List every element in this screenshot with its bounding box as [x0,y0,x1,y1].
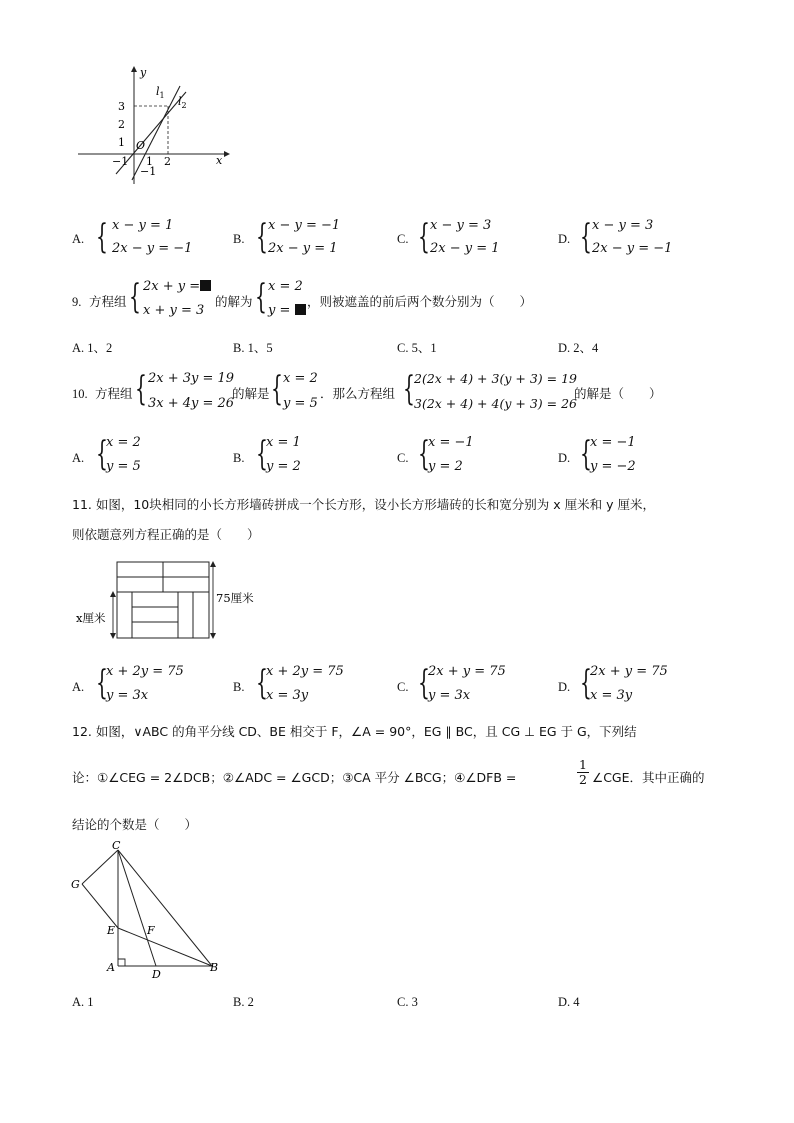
point-B-label: B [210,961,219,974]
tick-x-neg1: −1 [112,155,129,168]
brick-figure [72,557,262,643]
covered-number-2 [295,304,306,315]
q9-sys1-row1: 2x + y = [143,279,201,294]
tick-x-1: 1 [146,155,153,168]
q9-option-a[interactable]: A. 1、2 [72,341,113,355]
point-E-label: E [107,924,116,937]
point-F-label: F [147,924,155,937]
point-A-label: A [107,961,115,974]
tick-y-1: 1 [118,136,125,149]
q12-option-d[interactable]: D. 4 [558,995,580,1009]
label-l1: $l_1$ [156,85,165,100]
x-axis-label: x [216,154,223,167]
fraction-one-half: 1 2 [577,758,589,787]
q9-option-b[interactable]: B. 1、5 [233,341,273,355]
label-l2: $l_2$ [178,95,187,110]
q9-sys2-row1: x = 2 [268,279,303,294]
q9-option-c[interactable]: C. 5、1 [397,341,437,355]
tick-y-2: 2 [118,118,125,131]
tick-x-2: 2 [164,155,171,168]
left-dimension-label: x厘米 [76,611,106,625]
tick-y-neg1: −1 [140,165,157,178]
q9-option-d[interactable]: D. 2、4 [558,341,599,355]
graph-figure [74,62,234,188]
right-dimension-label: 75厘米 [216,591,254,605]
point-C-label: C [112,840,121,852]
q12-option-c[interactable]: C. 3 [397,995,418,1009]
covered-number-1 [200,280,211,291]
point-G-label: G [71,878,80,891]
q9-sys1-row2: x + y = 3 [143,303,205,318]
q12-option-b[interactable]: B. 2 [233,995,254,1009]
q12-option-a[interactable]: A. 1 [72,995,94,1009]
q9-sys2-row2: y = [268,303,291,318]
y-axis-label: y [140,66,147,79]
tick-y-3: 3 [118,100,125,113]
triangle-figure [64,840,234,980]
point-D-label: D [152,968,161,980]
origin-label: O [136,139,146,152]
